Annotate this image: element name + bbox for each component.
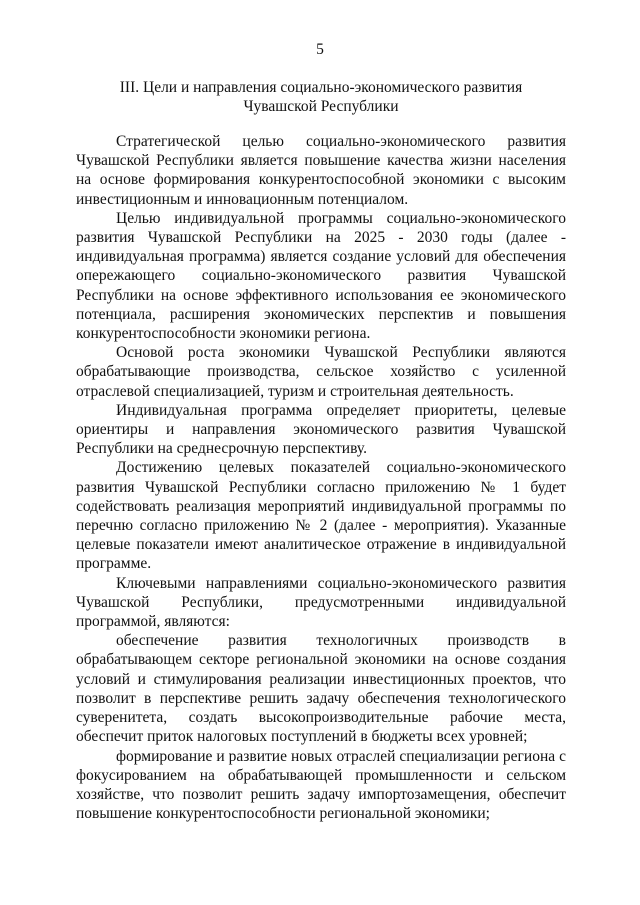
section-heading-line-2: Чувашской Республики	[243, 98, 399, 115]
paragraph-strategic-goal: Стратегической целью социально-экономического развития Чувашской Республики является повышение качества жизни населения на основе формирования конкурентоспособной экономики с высоким инвестиционным и инновационным потенциалом.	[76, 133, 566, 208]
body-text	[76, 132, 566, 823]
paragraph-program-goal: Целью индивидуальной программы социально-экономического развития Чувашской Республики на 2025 - 2030 годы (далее - индивидуальная программа) является создание условий для обеспечения опережающего социально-экономического развития Чувашской Республики на основе эффективного использования ее экономического потенциала, расширения экономических перспектив и повышения конкурентоспособности экономики региона.	[76, 209, 566, 343]
section-heading	[76, 78, 566, 116]
paragraph-target-indicators: Достижению целевых показателей социально-экономического развития Чувашской Республики согласно приложению № 1 будет содействовать реализация мероприятий индивидуальной программы по перечню согласно приложению № 2 (далее - мероприятия). Указанные целевые показатели имеют аналитическое отражение в индивидуальной программе.	[76, 459, 566, 573]
paragraph-priorities: Индивидуальная программа определяет приоритеты, целевые ориентиры и направления экономического развития Чувашской Республики на среднесрочную перспективу.	[76, 401, 566, 458]
list-item-new-industries: формирование и развитие новых отраслей специализации региона с фокусированием на обрабатывающей промышленности и сельском хозяйстве, что позволит решить задачу импортозамещения, обеспечит повышение конкурентоспособности региональной экономики;	[76, 747, 566, 823]
list-item-technological-production: обеспечение развития технологичных производств в обрабатывающем секторе региональной экономики на основе создания условий и стимулирования реализации инвестиционных проектов, что позволит в перспективе решить задачу обеспечения технологического суверенитета, создать высокопроизводительные рабочие места, обеспечит приток налоговых поступлений в бюджеты всех уровней;	[76, 632, 566, 746]
paragraph-growth-basis: Основой роста экономики Чувашской Республики являются обрабатывающие производства, сельское хозяйство с усиленной отраслевой специализацией, туризм и строительная деятельность.	[76, 344, 566, 400]
paragraph-key-directions: Ключевыми направлениями социально-экономического развития Чувашской Республики, предусмотренными индивидуальной программой, являются:	[76, 574, 566, 631]
section-heading-line-1: III. Цели и направления социально-экономического развития	[119, 79, 523, 96]
page-number: 5	[316, 41, 324, 58]
